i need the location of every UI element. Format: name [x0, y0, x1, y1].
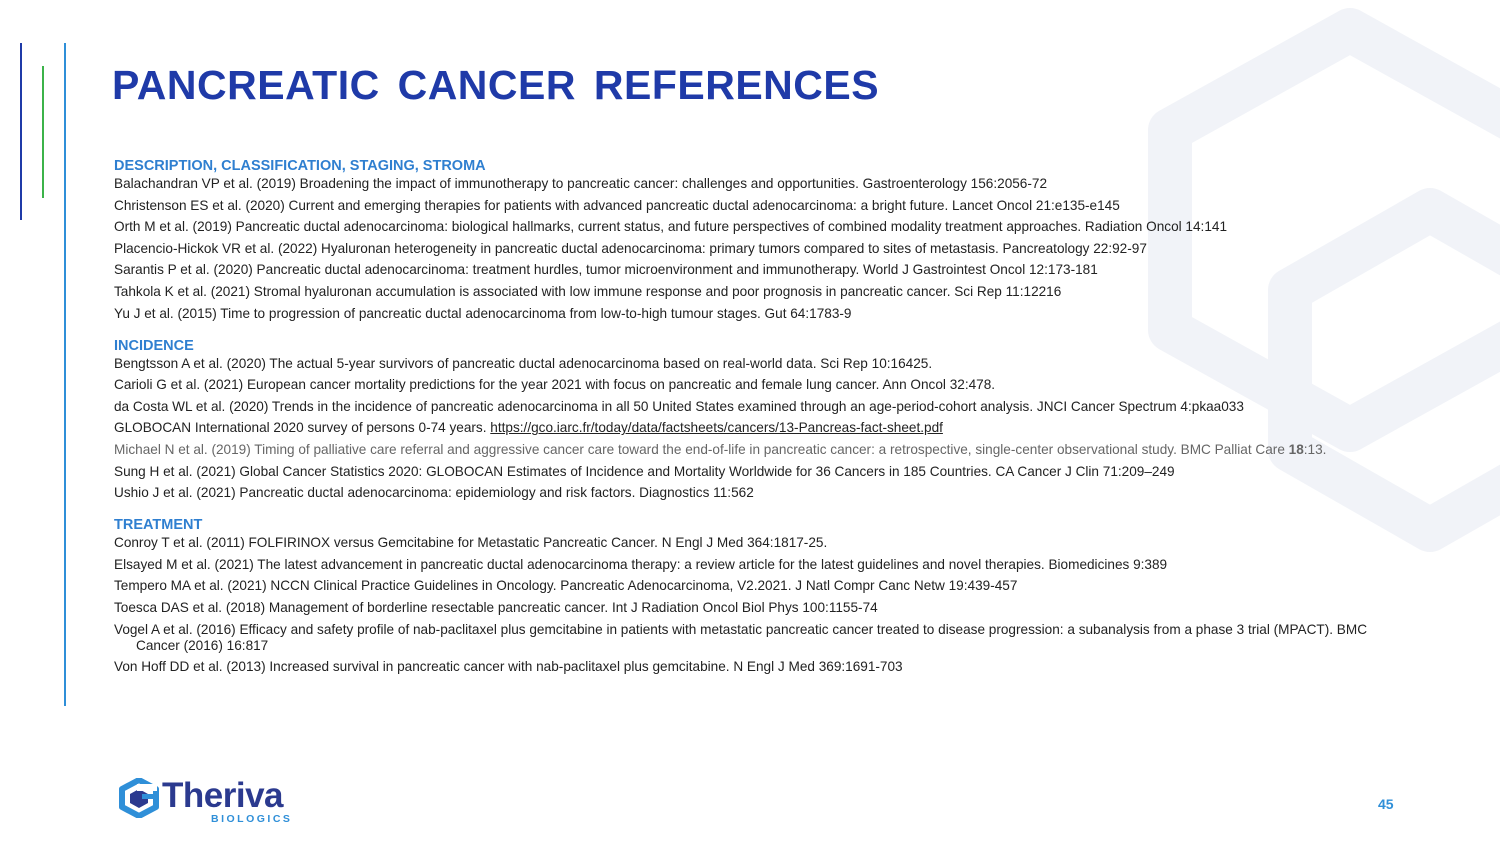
reference-item: Toesca DAS et al. (2018) Management of borderline resectable pancreatic cancer. Int J Radiation Oncol Biol Phys 100:1155-74 [114, 599, 878, 615]
globocan-factsheet-link[interactable]: https://gco.iarc.fr/today/data/factsheets/cancers/13-Pancreas-fact-sheet.pdf [490, 420, 943, 436]
reference-item: Elsayed M et al. (2021) The latest advancement in pancreatic ductal adenocarcinoma therapy: a review article for the latest guidelines and novel therapies. Biomedicines 9:389 [114, 556, 1168, 572]
theriva-logo [118, 778, 298, 826]
hexagon-logo-icon [118, 778, 160, 818]
reference-item-michael [114, 442, 1399, 458]
reference-item: da Costa WL et al. (2020) Trends in the incidence of pancreatic adenocarcinoma in all 50 United States examined through an age-period-cohort analysis. JNCI Cancer Spectrum 4:pkaa033 [114, 398, 1244, 414]
page-title: PANCREATIC CANCER REFERENCES [112, 62, 880, 108]
logo-name: Theriva [162, 776, 283, 815]
reference-item: Carioli G et al. (2021) European cancer mortality predictions for the year 2021 with focus on pancreatic and female lung cancer. Ann Oncol 32:478. [114, 377, 996, 393]
page-number: 45 [1378, 796, 1394, 812]
reference-text: Michael N et al. (2019) Timing of palliative care referral and aggressive cancer care toward the end-of-life in pancreatic cancer: a retrospective, single-center observational study. BMC Palliat Care [114, 441, 1285, 457]
accent-bar-blue [64, 43, 66, 706]
reference-item: Vogel A et al. (2016) Efficacy and safety profile of nab-paclitaxel plus gemcitabine in patients with metastatic pancreatic cancer treated to disease progression: a subanalysis from a phase 3 trial (MPACT). BMC Cancer (2016) 16:817 [114, 621, 1368, 653]
reference-text: GLOBOCAN International 2020 survey of persons 0-74 years. [114, 420, 487, 436]
reference-item: Von Hoff DD et al. (2013) Increased survival in pancreatic cancer with nab-paclitaxel plus gemcitabine. N Engl J Med 369:1691-703 [114, 659, 903, 675]
accent-bar-green [42, 66, 44, 198]
section-heading: DESCRIPTION, CLASSIFICATION, STAGING, STROMA [114, 158, 486, 174]
section-treatment [114, 515, 1399, 675]
reference-item: Orth M et al. (2019) Pancreatic ductal adenocarcinoma: biological hallmarks, current status, and future perspectives of combined modality treatment approaches. Radiation Oncol 14:141 [114, 219, 1228, 235]
reference-volume: 18 [1288, 441, 1304, 457]
logo-subtitle: BIOLOGICS [211, 813, 293, 825]
reference-item: Tahkola K et al. (2021) Stromal hyaluronan accumulation is associated with low immune response and poor prognosis in pancreatic cancer. Sci Rep 11:12216 [114, 283, 1062, 299]
reference-item: Tempero MA et al. (2021) NCCN Clinical Practice Guidelines in Oncology. Pancreatic Adenocarcinoma, V2.2021. J Natl Compr Canc Netw 19:439-457 [114, 578, 1018, 594]
section-description [114, 156, 1399, 322]
reference-item: Conroy T et al. (2011) FOLFIRINOX versus Gemcitabine for Metastatic Pancreatic Cancer. N Engl J Med 364:1817-25. [114, 535, 828, 551]
reference-item: Balachandran VP et al. (2019) Broadening the impact of immunotherapy to pancreatic cancer: challenges and opportunities. Gastroenterology 156:2056-72 [114, 176, 1048, 191]
reference-item: Ushio J et al. (2021) Pancreatic ductal adenocarcinoma: epidemiology and risk factors. Diagnostics 11:562 [114, 485, 754, 501]
reference-item-globocan [114, 420, 1399, 436]
reference-item: Yu J et al. (2015) Time to progression of pancreatic ductal adenocarcinoma from low-to-high tumour stages. Gut 64:1783-9 [114, 305, 852, 321]
reference-item: Placencio-Hickok VR et al. (2022) Hyaluronan heterogeneity in pancreatic ductal adenocarcinoma: primary tumors compared to sites of metastasis. Pancreatology 22:92-97 [114, 240, 1147, 256]
references-list [114, 156, 1399, 689]
reference-pages: :13. [1303, 441, 1327, 457]
accent-bar-navy [20, 43, 22, 220]
section-heading: TREATMENT [114, 517, 203, 534]
reference-item: Sung H et al. (2021) Global Cancer Statistics 2020: GLOBOCAN Estimates of Incidence and Mortality Worldwide for 36 Cancers in 185 Countries. CA Cancer J Clin 71:209–249 [114, 463, 1175, 479]
reference-item: Bengtsson A et al. (2020) The actual 5-year survivors of pancreatic ductal adenocarcinoma based on real-world data. Sci Rep 10:16425. [114, 355, 933, 371]
section-incidence [114, 336, 1399, 502]
section-heading: INCIDENCE [114, 337, 194, 354]
reference-item: Sarantis P et al. (2020) Pancreatic ductal adenocarcinoma: treatment hurdles, tumor microenvironment and immunotherapy. World J Gastrointest Oncol 12:173-181 [114, 262, 1098, 278]
reference-item: Christenson ES et al. (2020) Current and emerging therapies for patients with advanced pancreatic ductal adenocarcinoma: a bright future. Lancet Oncol 21:e135-e145 [114, 197, 1120, 213]
